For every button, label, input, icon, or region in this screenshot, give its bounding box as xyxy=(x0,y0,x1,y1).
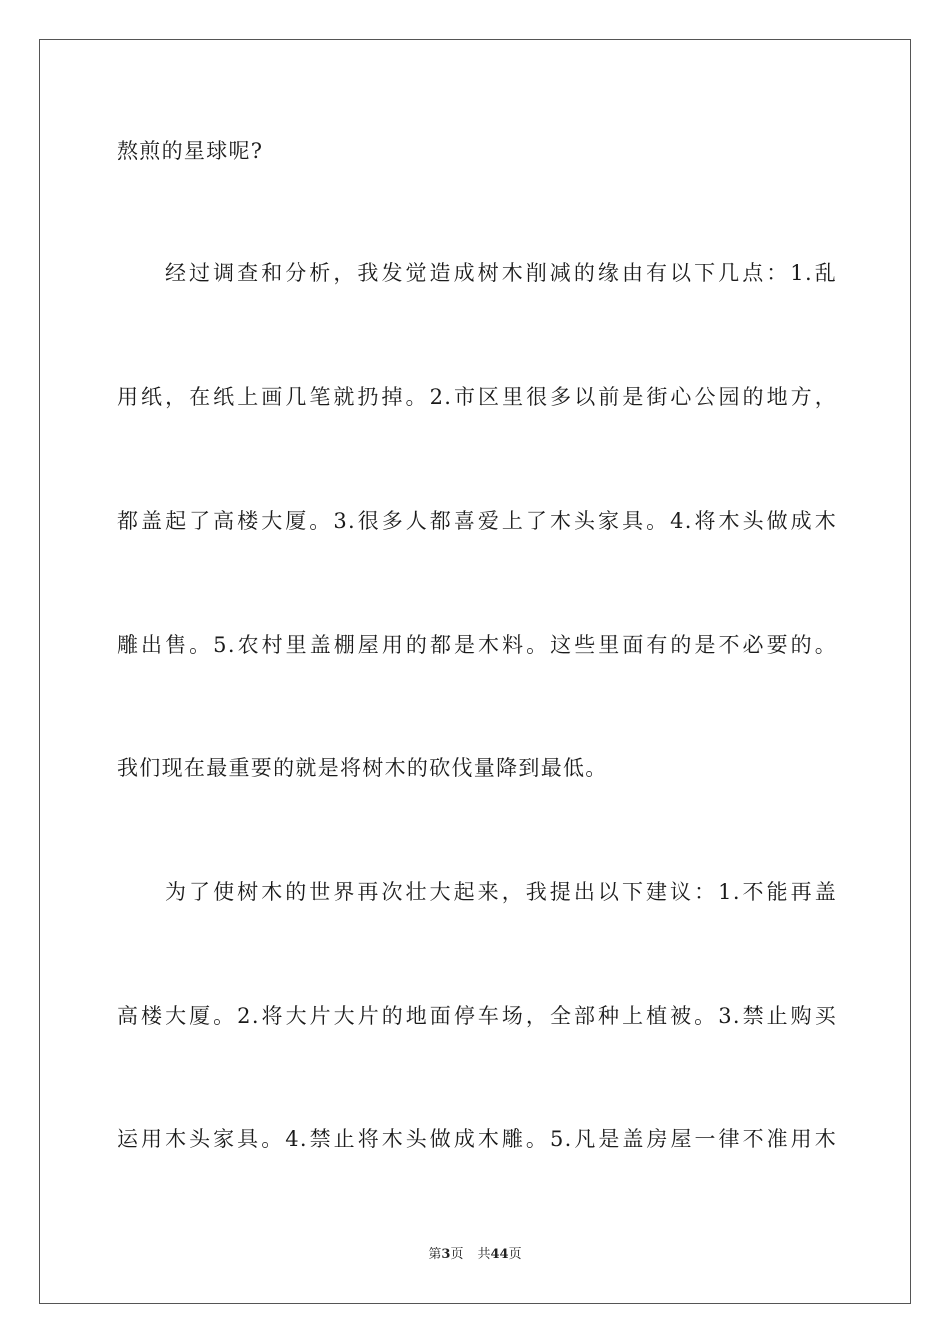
paragraph-1-line-3: 都盖起了高楼大厦。3.很多人都喜爱上了木头家具。4.将木头做成木 xyxy=(117,509,837,533)
paragraph-1-line-1: 经过调查和分析，我发觉造成树木削减的缘由有以下几点：1.乱 xyxy=(165,261,837,285)
page-number: 3 xyxy=(441,1247,451,1262)
paragraph-1-line-4: 雕出售。5.农村里盖棚屋用的都是木料。这些里面有的是不必要的。 xyxy=(117,633,837,657)
page-suffix: 页 xyxy=(450,1247,464,1262)
paragraph-2-line-1: 为了使树木的世界再次壮大起来，我提出以下建议：1.不能再盖 xyxy=(165,880,837,904)
total-suffix: 页 xyxy=(508,1247,522,1262)
paragraph-1-line-5: 我们现在最重要的就是将树木的砍伐量降到最低。 xyxy=(117,756,608,780)
page-footer xyxy=(0,1246,950,1264)
page-border xyxy=(39,39,911,1304)
paragraph-2-line-2: 高楼大厦。2.将大片大片的地面停车场，全部种上植被。3.禁止购买 xyxy=(117,1004,837,1028)
total-prefix: 共 xyxy=(477,1247,491,1262)
text-line-1: 熬煎的星球呢? xyxy=(117,139,264,163)
total-pages: 44 xyxy=(490,1247,509,1262)
paragraph-1-line-2: 用纸，在纸上画几笔就扔掉。2.市区里很多以前是街心公园的地方， xyxy=(117,385,837,409)
page-prefix: 第 xyxy=(428,1247,442,1262)
paragraph-2-line-3: 运用木头家具。4.禁止将木头做成木雕。5.凡是盖房屋一律不准用木 xyxy=(117,1127,837,1151)
